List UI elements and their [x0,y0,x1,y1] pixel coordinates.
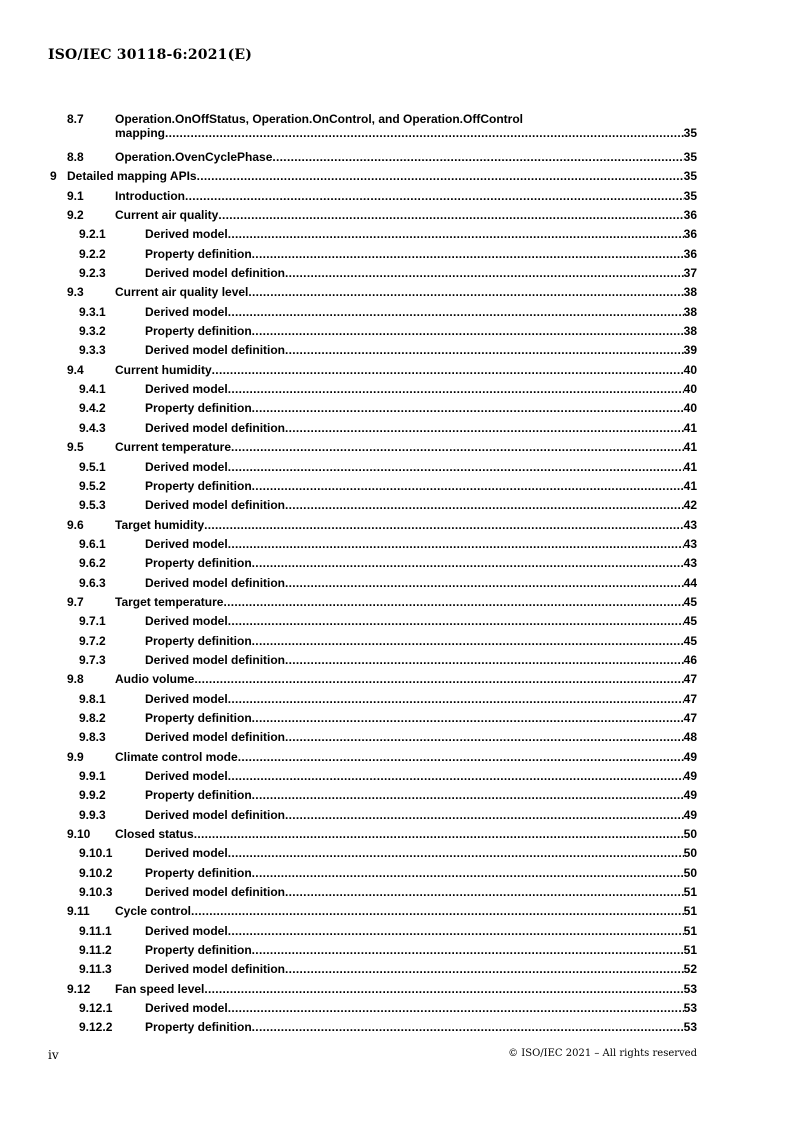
toc-entry-title: Derived model [145,536,228,551]
dot-leader [252,245,684,264]
toc-entry-number: 9.6 [67,517,84,532]
toc-entry[interactable] [0,941,793,960]
toc-entry[interactable] [0,999,793,1018]
dot-leader [252,322,684,341]
toc-entry-number: 9.8 [67,672,84,687]
toc-entry-number: 8.8 [67,150,84,164]
toc-entry-number: 9.2 [67,208,84,223]
toc-entry-page: 49 [683,769,697,783]
toc-entry[interactable] [0,303,793,322]
toc-entry-page: 47 [683,691,697,706]
toc-entry-page: 35 [683,169,697,184]
toc-entry[interactable] [0,225,793,244]
table-of-contents [0,110,793,1038]
toc-entry[interactable] [0,341,793,360]
toc-entry[interactable] [0,399,793,418]
toc-entry-number: 9.2.1 [79,227,106,242]
dot-leader [238,748,684,767]
toc-entry-page: 46 [683,652,697,667]
toc-entry-number: 9.9.3 [79,807,106,822]
toc-entry-number: 9.1 [67,188,84,203]
toc-entry-title: Derived model definition [145,498,286,513]
toc-entry-title: Property definition [145,943,252,958]
toc-entry[interactable] [0,438,793,457]
toc-entry-page: 41 [683,478,697,493]
dot-leader [252,477,684,496]
toc-entry[interactable] [0,516,793,535]
toc-entry[interactable] [0,206,793,225]
dot-leader [228,303,684,322]
toc-entry-number: 9.4.2 [79,401,106,416]
toc-entry-number: 9.11.2 [79,943,112,958]
toc-entry-title: Operation.OnOffStatus, Operation.OnControl, and Operation.OffControl [115,112,523,126]
toc-entry-number: 9.5 [67,440,84,455]
toc-entry-page: 38 [683,304,697,319]
toc-entry[interactable] [0,902,793,921]
toc-entry-title: Derived model definition [145,266,286,281]
toc-entry-title: Property definition [145,324,252,339]
toc-entry-page: 36 [683,227,697,242]
toc-entry[interactable] [0,670,793,689]
toc-entry-number: 9.12 [67,981,91,996]
toc-entry[interactable] [0,477,793,496]
toc-entry-title: Climate control mode [115,749,238,764]
toc-entry-page: 49 [683,807,697,822]
toc-entry[interactable] [0,651,793,670]
toc-entry-title: Derived model definition [145,652,286,667]
dot-leader [285,728,684,747]
toc-entry-page: 50 [683,846,697,861]
toc-entry-title: Property definition [145,556,252,571]
dot-leader [165,124,684,143]
toc-entry-page: 43 [683,536,697,551]
toc-entry-number: 9.7 [67,594,84,609]
toc-entry-number: 9.5.2 [79,478,106,493]
toc-entry[interactable] [0,980,793,999]
dot-leader [252,632,684,651]
toc-entry-page: 41 [683,420,697,435]
toc-entry[interactable] [0,1018,793,1037]
toc-entry-title: Derived model definition [145,885,286,900]
toc-entry-page: 50 [683,827,697,842]
toc-entry-page: 43 [683,556,697,571]
dot-leader [285,883,684,902]
toc-entry-page: 40 [683,362,697,377]
toc-entry[interactable] [0,496,793,515]
toc-entry-page: 35 [683,150,697,164]
dot-leader [252,864,684,883]
toc-entry-page: 47 [683,672,697,687]
toc-entry-number: 9.4 [67,362,84,377]
toc-entry-page: 39 [683,343,697,358]
toc-entry-page: 51 [683,904,697,919]
toc-entry-title: Property definition [145,478,252,493]
toc-entry-number: 9.9.1 [79,769,106,783]
toc-entry-number: 9.10.3 [79,885,113,900]
dot-leader [285,341,684,360]
toc-entry-page: 36 [683,246,697,261]
toc-entry[interactable] [0,612,793,631]
toc-entry[interactable] [0,283,793,302]
toc-entry-title: Current air quality [115,208,219,223]
toc-entry-page: 45 [683,594,697,609]
toc-entry-title: Property definition [145,246,252,261]
toc-entry-title: Target humidity [115,517,205,532]
dot-leader [185,187,684,206]
toc-entry[interactable] [0,593,793,612]
dot-leader [252,1018,684,1037]
dot-leader [228,844,684,863]
toc-entry-number: 9.11 [67,904,90,919]
toc-entry-page: 41 [683,459,697,474]
dot-leader [228,535,684,554]
toc-entry[interactable] [0,709,793,728]
toc-entry-number: 9.8.1 [79,691,106,706]
toc-entry-title: Derived model [145,459,228,474]
toc-entry[interactable] [0,806,793,825]
toc-entry[interactable] [0,883,793,902]
toc-entry[interactable] [0,380,793,399]
toc-entry-title: Derived model definition [145,420,286,435]
toc-entry-page: 53 [683,981,697,996]
toc-entry-number: 9.9 [67,749,84,764]
dot-leader [285,264,684,283]
toc-entry-title: Derived model definition [145,575,286,590]
toc-entry-number: 9.8.3 [79,730,106,745]
toc-entry-page: 37 [683,266,697,281]
toc-entry-page: 53 [683,1001,697,1016]
toc-entry-title: Derived model [145,382,228,397]
toc-entry-title: Operation.OvenCyclePhase [115,150,273,164]
toc-entry-number: 9.9.2 [79,788,106,803]
dot-leader [228,458,684,477]
document-header: ISO/IEC 30118-6:2021(E) [48,47,253,63]
toc-entry-title: Derived model [145,846,228,861]
dot-leader [285,960,684,979]
toc-entry-title: Property definition [145,710,252,725]
toc-entry-title: Derived model [145,614,228,629]
toc-entry-title: Property definition [145,401,252,416]
toc-entry-title: Property definition [145,865,252,880]
toc-entry-page: 38 [683,285,697,300]
toc-entry-page: 40 [683,401,697,416]
toc-entry-number: 9.6.2 [79,556,106,571]
dot-leader [285,574,684,593]
dot-leader [285,496,684,515]
toc-entry-page: 53 [683,1020,697,1035]
toc-entry[interactable] [0,960,793,979]
toc-entry-page: 49 [683,749,697,764]
dot-leader [285,806,684,825]
toc-entry-number: 9.12.2 [79,1020,113,1035]
dot-leader [228,225,684,244]
dot-leader [218,206,683,225]
toc-entry-page: 48 [683,730,697,745]
toc-entry-title: Fan speed level [115,981,205,996]
dot-leader [228,767,684,786]
dot-leader [252,786,684,805]
dot-leader [191,902,684,921]
toc-entry[interactable] [0,922,793,941]
dot-leader [212,361,684,380]
dot-leader [285,419,684,438]
toc-entry-number: 9.10 [67,827,91,842]
copyright-footer: © ISO/IEC 2021 – All rights reserved [508,1048,697,1059]
dot-leader [204,516,684,535]
toc-entry-title-continuation: mapping [115,126,165,140]
toc-entry[interactable] [0,361,793,380]
toc-entry-number: 9.3.2 [79,324,106,339]
toc-entry-page: 42 [683,498,697,513]
toc-entry-title: Property definition [145,1020,252,1035]
toc-entry-title: Derived model [145,691,228,706]
toc-entry-number: 9.10.1 [79,846,113,861]
toc-entry-page: 38 [683,324,697,339]
toc-entry-page: 47 [683,710,697,725]
dot-leader [272,148,683,167]
toc-entry[interactable] [0,110,793,148]
toc-entry-title: Property definition [145,633,252,648]
toc-entry-number: 9.3 [67,285,84,300]
toc-entry[interactable] [0,728,793,747]
toc-entry[interactable] [0,245,793,264]
toc-entry-number: 9.11.1 [79,923,112,938]
toc-entry[interactable] [0,844,793,863]
dot-leader [223,593,683,612]
toc-entry[interactable] [0,767,793,786]
toc-entry[interactable] [0,322,793,341]
toc-entry-title: Audio volume [115,672,195,687]
dot-leader [228,612,684,631]
toc-entry[interactable] [0,264,793,283]
toc-entry[interactable] [0,167,793,186]
toc-entry-title: Current temperature [115,440,232,455]
toc-entry[interactable] [0,187,793,206]
toc-entry-title: Closed status [115,827,194,842]
dot-leader [228,922,684,941]
toc-entry-page: 43 [683,517,697,532]
toc-entry-number: 9.6.1 [79,536,106,551]
dot-leader [194,825,684,844]
dot-leader [228,380,684,399]
toc-entry-number: 9.6.3 [79,575,106,590]
toc-entry-page: 49 [683,788,697,803]
toc-entry[interactable] [0,554,793,573]
toc-entry-number: 8.7 [67,112,84,126]
toc-entry-title: Derived model [145,227,228,242]
toc-entry-page: 51 [683,943,697,958]
toc-entry[interactable] [0,458,793,477]
toc-entry-page: 52 [683,962,697,977]
toc-entry-number: 9.11.3 [79,962,112,977]
toc-entry-title: Cycle control [115,904,192,919]
toc-entry[interactable] [0,419,793,438]
toc-entry[interactable] [0,864,793,883]
toc-entry-title: Property definition [145,788,252,803]
toc-entry-title: Detailed mapping APIs [67,169,197,184]
toc-entry-number: 9.7.3 [79,652,106,667]
toc-entry[interactable] [0,632,793,651]
toc-entry-title: Derived model definition [145,807,286,822]
page-number-footer: iv [48,1048,59,1062]
toc-entry-title: Derived model definition [145,343,286,358]
toc-entry-number: 9.3.1 [79,304,106,319]
toc-entry-title: Introduction [115,188,185,203]
toc-entry-page: 40 [683,382,697,397]
dot-leader [248,283,683,302]
toc-entry[interactable] [0,535,793,554]
toc-entry-title: Target temperature [115,594,224,609]
toc-entry[interactable] [0,786,793,805]
toc-entry-page: 35 [683,126,697,140]
toc-entry-title: Current humidity [115,362,212,377]
toc-entry-number: 9.7.2 [79,633,106,648]
toc-entry-page: 45 [683,614,697,629]
toc-entry[interactable] [0,574,793,593]
toc-entry-title: Derived model definition [145,730,286,745]
toc-entry-page: 35 [683,188,697,203]
toc-entry-page: 36 [683,208,697,223]
toc-entry-number: 9.12.1 [79,1001,113,1016]
toc-entry-page: 45 [683,633,697,648]
toc-entry[interactable] [0,690,793,709]
toc-entry-number: 9.10.2 [79,865,113,880]
toc-entry[interactable] [0,825,793,844]
toc-entry-page: 44 [683,575,697,590]
dot-leader [252,554,684,573]
dot-leader [285,651,684,670]
toc-entry-title: Current air quality level [115,285,249,300]
toc-entry-title: Derived model [145,769,228,783]
toc-entry-number: 9.5.3 [79,498,106,513]
toc-entry-number: 9.5.1 [79,459,106,474]
toc-entry-number: 9.2.2 [79,246,106,261]
dot-leader [231,438,684,457]
toc-entry-number: 9.2.3 [79,266,106,281]
toc-entry-number: 9.4.3 [79,420,106,435]
dot-leader [197,167,684,186]
toc-entry-page: 51 [683,923,697,938]
toc-entry-number: 9 [50,169,57,184]
dot-leader [228,999,684,1018]
toc-entry-page: 41 [683,440,697,455]
dot-leader [204,980,683,999]
toc-entry-number: 9.4.1 [79,382,106,397]
dot-leader [252,399,684,418]
toc-entry-page: 50 [683,865,697,880]
toc-entry-number: 9.3.3 [79,343,106,358]
dot-leader [252,941,684,960]
toc-entry-number: 9.8.2 [79,710,106,725]
toc-entry-page: 51 [683,885,697,900]
toc-entry-title: Derived model [145,1001,228,1016]
toc-entry[interactable] [0,748,793,767]
dot-leader [194,670,683,689]
dot-leader [252,709,684,728]
toc-entry-number: 9.7.1 [79,614,106,629]
toc-entry-title: Derived model definition [145,962,286,977]
toc-entry-title: Derived model [145,923,228,938]
toc-entry-title: Derived model [145,304,228,319]
toc-entry[interactable] [0,148,793,167]
dot-leader [228,690,684,709]
